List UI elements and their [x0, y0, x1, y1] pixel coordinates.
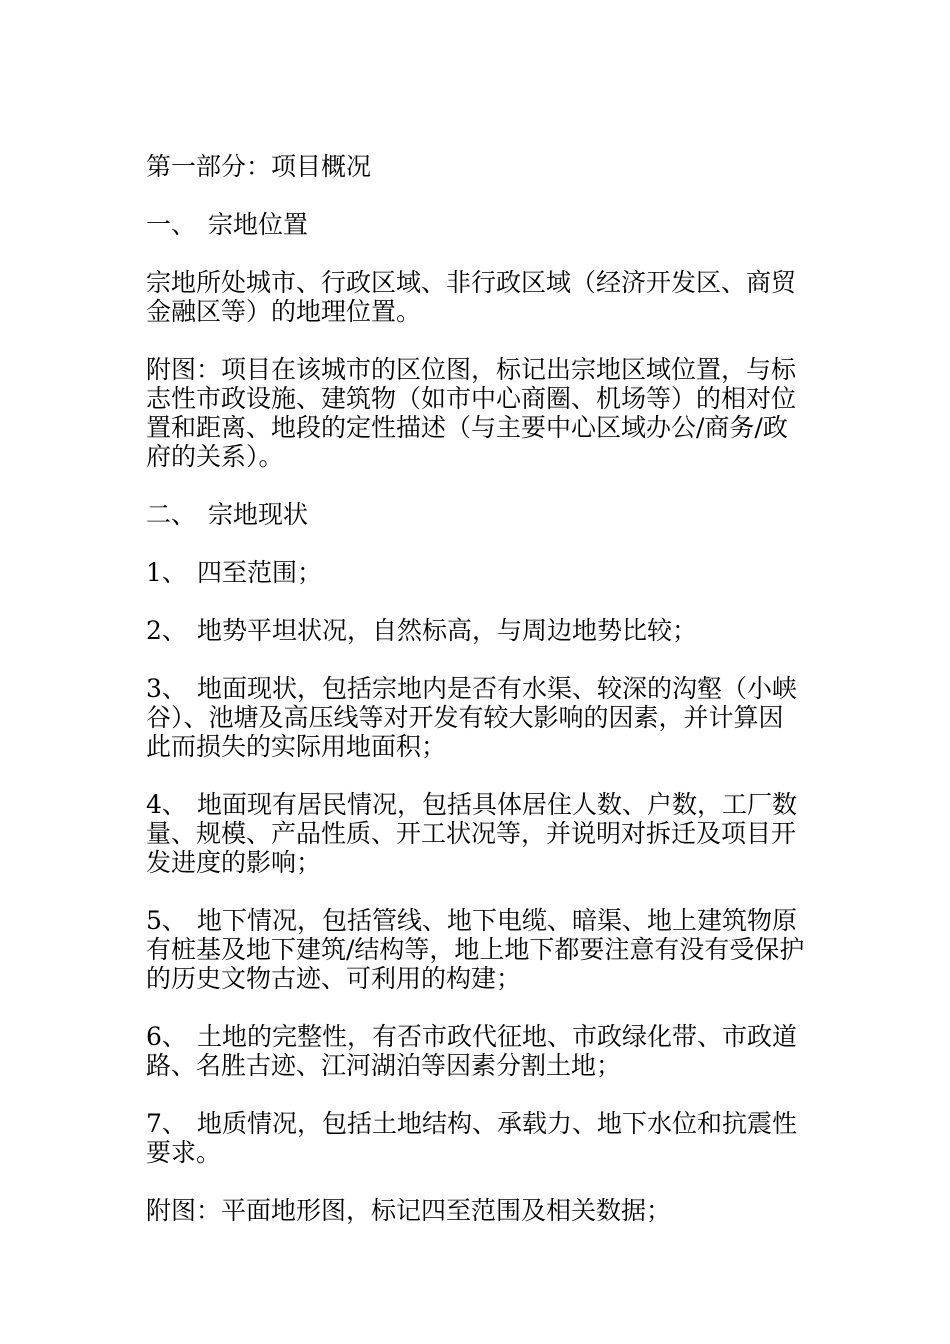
- item-text: 地面现状，包括宗地内是否有水渠、较深的沟壑（小峡谷）、池塘及高压线等对开发有较大影响的因素，并计算因此而损失的实际用地面积；: [146, 674, 798, 761]
- item-number: 5、: [146, 906, 187, 935]
- paragraph-location: 宗地所处城市、行政区域、非行政区域（经济开发区、商贸金融区等）的地理位置。: [146, 268, 797, 326]
- list-item: [146, 1022, 806, 1080]
- item-text: 地势平坦状况，自然标高，与周边地势比较；: [197, 616, 698, 645]
- section-number: 二、: [146, 500, 197, 529]
- section-title: 宗地现状: [208, 500, 309, 529]
- list-item: [146, 616, 806, 645]
- section-title: 宗地位置: [208, 210, 309, 239]
- item-text: 地面现有居民情况，包括具体居住人数、户数，工厂数量、规模、产品性质、开工状况等，并说明对拆迁及项目开发进度的影响；: [146, 790, 798, 877]
- list-item: [146, 906, 806, 993]
- item-number: 1、: [146, 558, 187, 587]
- section-heading-status: [146, 500, 806, 529]
- list-item: [146, 1109, 806, 1167]
- item-number: 3、: [146, 674, 187, 703]
- item-number: 4、: [146, 790, 187, 819]
- item-number: 2、: [146, 616, 187, 645]
- document-body: [146, 152, 806, 1254]
- item-number: 7、: [146, 1109, 187, 1138]
- item-text: 土地的完整性，有否市政代征地、市政绿化带、市政道路、名胜古迹、江河湖泊等因素分割土地；: [146, 1022, 798, 1080]
- section-number: 一、: [146, 210, 197, 239]
- list-item: [146, 790, 806, 877]
- part-title: 第一部分：项目概况: [146, 152, 372, 181]
- item-text: 地质情况，包括土地结构、承载力、地下水位和抗震性要求。: [146, 1109, 798, 1167]
- item-text: 地下情况，包括管线、地下电缆、暗渠、地上建筑物原有桩基及地下建筑/结构等，地上地下都要注意有没有受保护的历史文物古迹、可利用的构建；: [146, 906, 805, 993]
- list-item: [146, 558, 806, 587]
- paragraph-attachment-map: 附图：项目在该城市的区位图，标记出宗地区域位置，与标志性市政设施、建筑物（如市中心商圈、机场等）的相对位置和距离、地段的定性描述（与主要中心区域办公/商务/政府的关系）。: [146, 355, 797, 471]
- item-number: 6、: [146, 1022, 187, 1051]
- item-text: 四至范围；: [197, 558, 323, 587]
- list-item: [146, 674, 806, 761]
- section-heading-location: [146, 210, 806, 239]
- paragraph-attachment-terrain: 附图：平面地形图，标记四至范围及相关数据；: [146, 1196, 672, 1225]
